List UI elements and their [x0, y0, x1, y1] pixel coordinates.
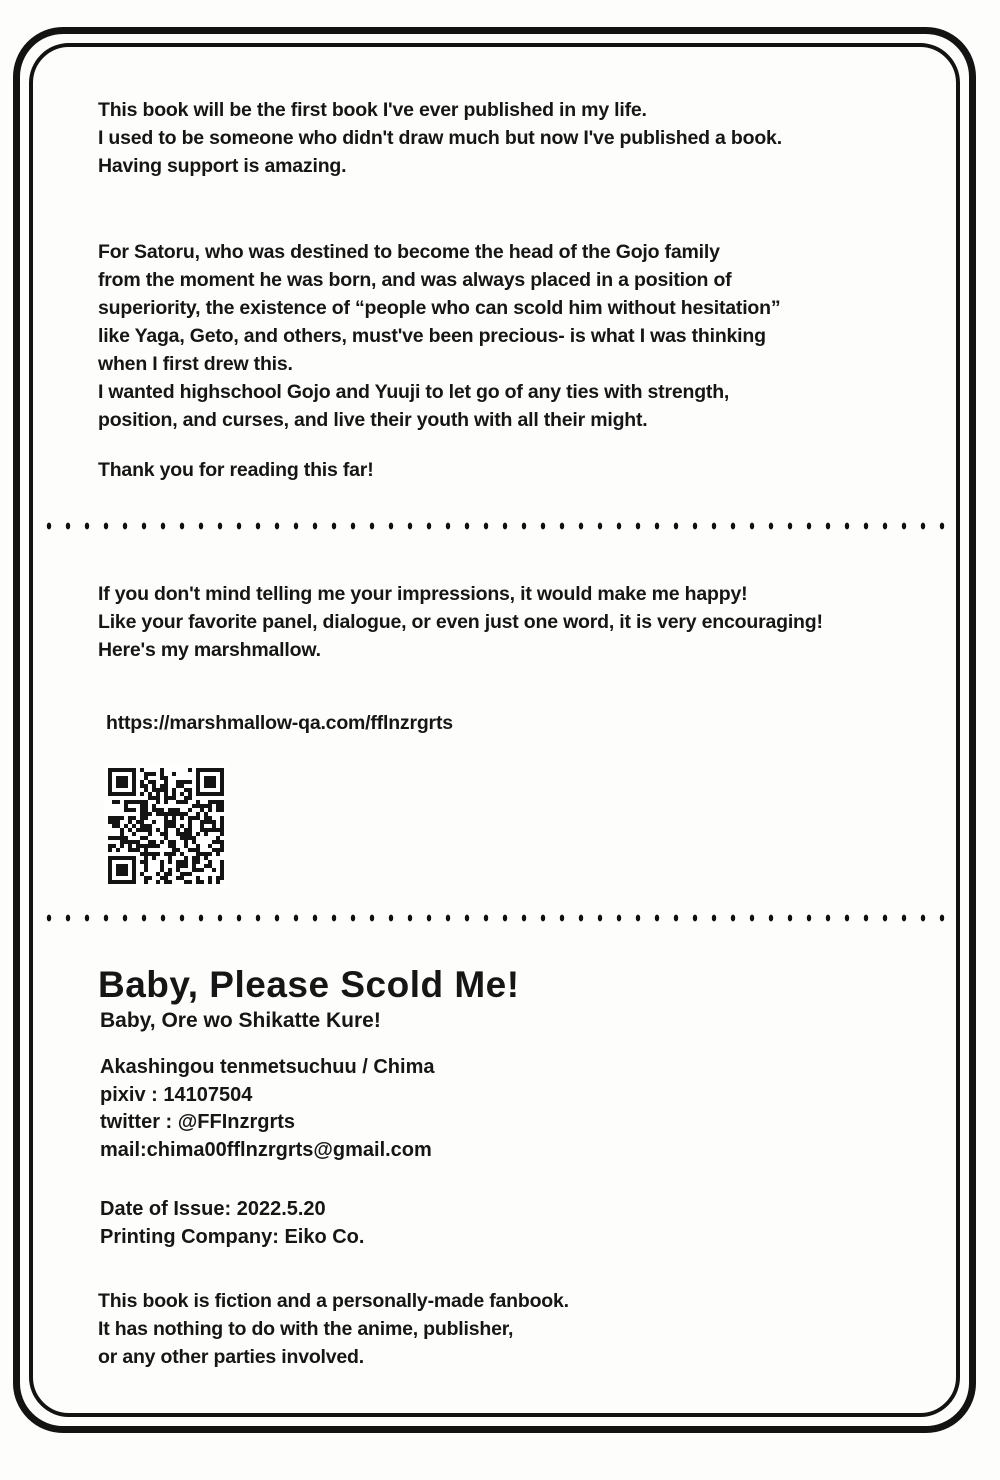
text-line: This book is fiction and a personally-made fanbook. [98, 1290, 569, 1312]
circle-author-line: Akashingou tenmetsuchuu / Chima [100, 1056, 435, 1078]
text-line: It has nothing to do with the anime, publisher, [98, 1318, 514, 1340]
text-line: from the moment he was born, and was always placed in a position of [98, 269, 732, 291]
text-line: For Satoru, who was destined to become the head of the Gojo family [98, 241, 720, 263]
dotted-separator-top [40, 520, 956, 532]
text-line: position, and curses, and live their youth with all their might. [98, 409, 648, 431]
text-line: https://marshmallow-qa.com/fflnzrgrts [106, 712, 453, 734]
issue-block [100, 1196, 364, 1251]
disclaimer-block [98, 1288, 569, 1372]
text-line: or any other parties involved. [98, 1346, 364, 1368]
text-line: like Yaga, Geto, and others, must've been precious- is what I was thinking [98, 325, 766, 347]
thanks-line [98, 456, 374, 484]
text-line: when I first drew this. [98, 353, 293, 375]
text-line: Thank you for reading this far! [98, 459, 374, 481]
qr-code [104, 764, 228, 888]
text-line: I wanted highschool Gojo and Yuuji to let go of any ties with strength, [98, 381, 730, 403]
pixiv-id-line: pixiv : 14107504 [100, 1083, 253, 1106]
dotted-separator-bottom [40, 912, 956, 924]
text-line: superiority, the existence of “people who can scold him without hesitation” [98, 297, 781, 319]
book-title-romaji: Baby, Ore wo Shikatte Kure! [100, 1009, 381, 1032]
feedback-paragraph [98, 580, 823, 664]
email-line: mail:chima00fflnzrgrts@gmail.com [100, 1138, 432, 1161]
text-line: I used to be someone who didn't draw much but now I've published a book. [98, 127, 782, 149]
twitter-handle-line: twitter : @FFInzrgrts [100, 1111, 296, 1133]
text-line: Like your favorite panel, dialogue, or even just one word, it is very encouraging! [98, 611, 823, 633]
printing-company-line: Printing Company: Eiko Co. [100, 1225, 365, 1248]
book-title: Baby, Please Scold Me! [98, 964, 520, 1005]
marshmallow-url [106, 709, 453, 737]
intro-paragraph [98, 96, 782, 180]
credits-block [100, 1054, 434, 1164]
date-of-issue-line: Date of Issue: 2022.5.20 [100, 1198, 326, 1220]
text-line: If you don't mind telling me your impressions, it would make me happy! [98, 583, 748, 605]
text-line: Here's my marshmallow. [98, 639, 321, 661]
text-line: Having support is amazing. [98, 155, 347, 177]
text-line: This book will be the first book I've ever published in my life. [98, 99, 647, 121]
afterword-paragraph [98, 238, 780, 434]
